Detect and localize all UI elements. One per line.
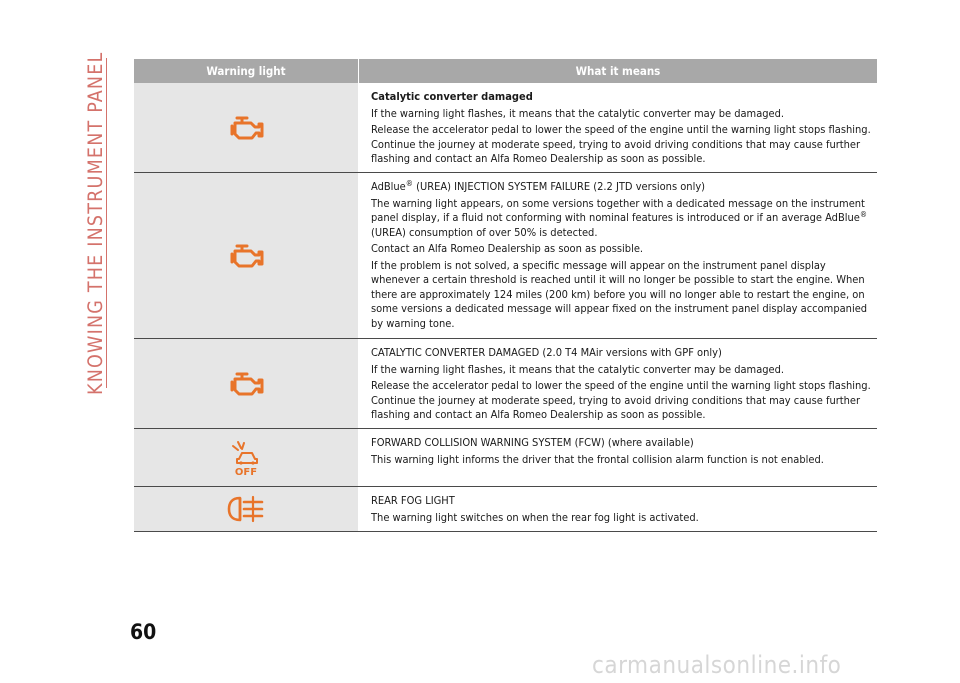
row-text: Release the accelerator pedal to lower the speed of the engine until the warning light stops flashing. Continue the journey at moderate speed, trying to avoid driving conditions that may cause further flashing and contact an Alfa Romeo Dealership as soon as possible. [371, 379, 871, 421]
icon-cell [134, 83, 358, 172]
engine-icon [228, 114, 264, 142]
row-text: If the warning light flashes, it means that the catalytic converter may be damaged. [371, 362, 785, 376]
description-cell [358, 429, 877, 486]
table-row [134, 487, 877, 532]
row-text: If the problem is not solved, a specific message will appear on the instrument panel display whenever a certain threshold is reached until it will no longer be possible to start the engine. When there are approximately 124 miles (200 km) before you will no longer able to restart the engine, on some versions a dedicated message will appear fixed on the instrument panel display accompanied by warning tone. [371, 258, 868, 330]
table-row [134, 429, 877, 487]
description-cell [358, 173, 877, 338]
table-row [134, 339, 877, 429]
row-heading: CATALYTIC CONVERTER DAMAGED (2.0 T4 MAir versions with GPF only) [371, 346, 722, 359]
page-number: 60 [130, 620, 157, 644]
section-title: KNOWING THE INSTRUMENT PANEL [84, 51, 107, 395]
collision-warning-off-icon [229, 439, 263, 477]
description-cell [358, 83, 877, 172]
engine-icon [228, 242, 264, 270]
row-text: This warning light informs the driver that the frontal collision alarm function is not enabled. [371, 452, 824, 466]
column-header-what-it-means: What it means [359, 59, 877, 83]
table-row [134, 83, 877, 173]
row-text: Contact an Alfa Romeo Dealership as soon as possible. [371, 242, 644, 255]
watermark: carmanualsonline.info [592, 651, 842, 679]
icon-cell [134, 487, 358, 531]
row-text: If the warning light flashes, it means that the catalytic converter may be damaged. [371, 106, 785, 120]
svg-text:OFF: OFF [234, 466, 258, 477]
row-text: The warning light switches on when the rear fog light is activated. [371, 510, 699, 524]
engine-icon [228, 370, 264, 398]
row-heading: Catalytic converter damaged [371, 90, 533, 103]
table-row [134, 173, 877, 339]
row-text: Release the accelerator pedal to lower the speed of the engine until the warning light stops flashing. Continue the journey at moderate speed, trying to avoid driving conditions that may cause further flashing and contact an Alfa Romeo Dealership as soon as possible. [371, 123, 871, 165]
row-heading: AdBlue® (UREA) INJECTION SYSTEM FAILURE (2.2 JTD versions only) [371, 179, 706, 193]
column-header-warning-light: Warning light [134, 59, 358, 83]
row-heading: FORWARD COLLISION WARNING SYSTEM (FCW) (where available) [371, 436, 694, 449]
row-heading: REAR FOG LIGHT [371, 494, 455, 507]
description-cell [358, 339, 877, 428]
row-text: The warning light appears, on some versions together with a dedicated message on the instrument panel display, if a fluid not conforming with nominal features is introduced or if an average AdBlue® (UREA) consumption of over 50% is detected. [371, 196, 868, 239]
table-header [134, 59, 877, 83]
icon-cell [134, 173, 358, 338]
warning-light-table [134, 59, 877, 532]
icon-cell [134, 429, 358, 486]
rear-fog-light-icon [226, 494, 266, 524]
description-cell [358, 487, 877, 531]
icon-cell [134, 339, 358, 428]
